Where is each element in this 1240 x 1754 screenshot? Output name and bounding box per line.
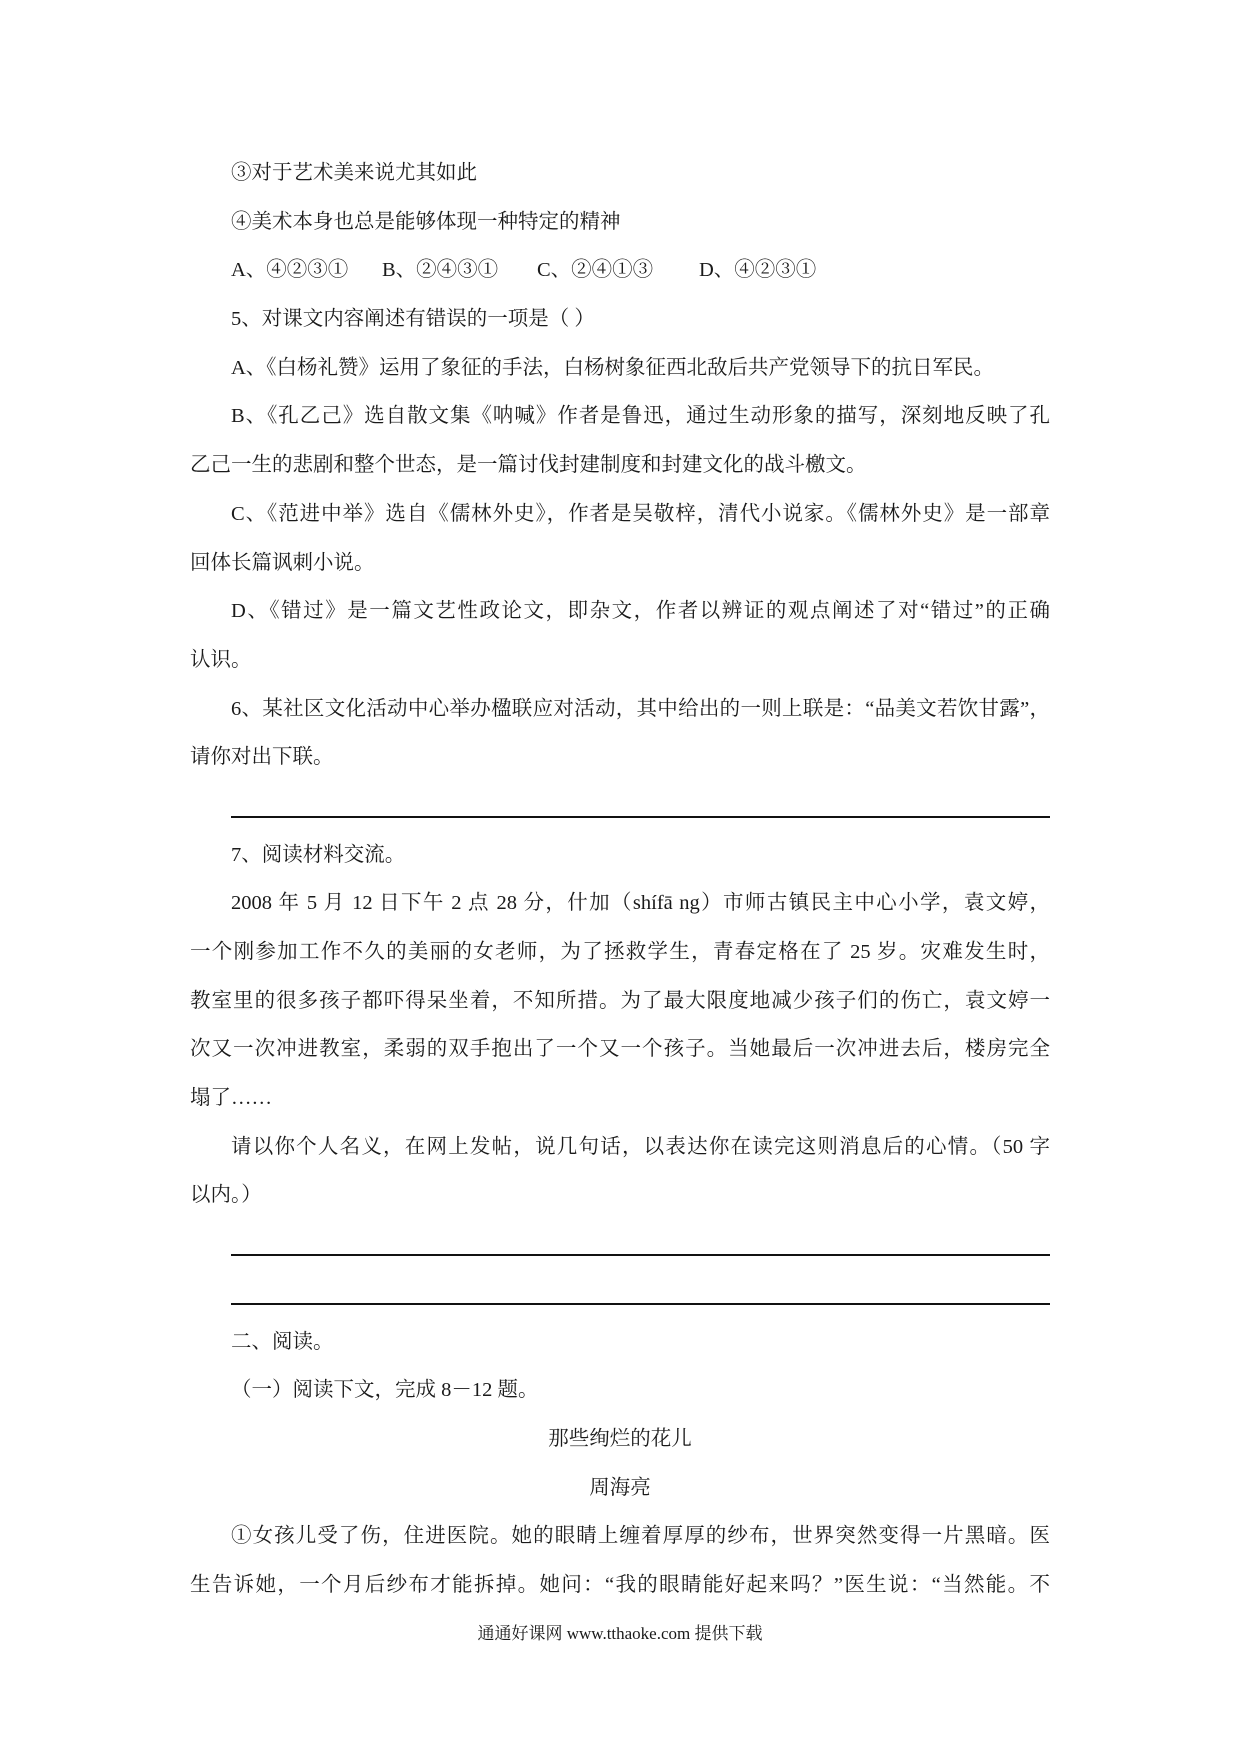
question-5-choice-b-line-1: B、《孔乙己》选自散文集《呐喊》作者是鲁迅，通过生动形象的描写，深刻地反映了孔 (231, 405, 1050, 428)
question-6-line-1: 6、某社区文化活动中心举办楹联应对活动，其中给出的一则上联是：“品美文若饮甘露”， (231, 697, 1050, 720)
question-5-choice-c-line-1: C、《范进中举》选自《儒林外史》，作者是吴敬梓，清代小说家。《儒林外史》是一部章 (231, 502, 1050, 525)
question-7-answer-line-2 (231, 1303, 1050, 1305)
article-title: 那些绚烂的花儿 (548, 1427, 692, 1450)
section-2-heading: 二、阅读。 (231, 1330, 334, 1353)
question-4-options (190, 246, 1050, 295)
question-7-material-line-2: 一个刚参加工作不久的美丽的女老师，为了拯救学生，青春定格在了 25 岁。灾难发生时， (190, 941, 1050, 963)
question-7-answer-line-1 (231, 1254, 1050, 1256)
question-5-choice-d-line-2: 认识。 (190, 648, 252, 671)
question-7-title: 7、阅读材料交流。 (231, 843, 406, 866)
section-2-instruction: （一）阅读下文，完成 8－12 题。 (231, 1379, 539, 1402)
option-d: D、④②③① (699, 259, 817, 282)
question-7-answer-row-2 (190, 1269, 1050, 1318)
article-paragraph-1-line-1: ①女孩儿受了伤，住进医院。她的眼睛上缠着厚厚的纱布，世界突然变得一片黑暗。医 (231, 1525, 1050, 1548)
page-footer: 通通好课网 www.tthaoke.com 提供下载 (477, 1624, 763, 1643)
question-5-choice-b-line-2: 乙己一生的悲剧和整个世态，是一篇讨伐封建制度和封建文化的战斗檄文。 (190, 454, 867, 477)
article-paragraph-1-line-2: 生告诉她，一个月后纱布才能拆掉。她问：“我的眼睛能好起来吗？”医生说：“当然能。不 (190, 1573, 1050, 1596)
question-4-item-4: ④美术本身也总是能够体现一种特定的精神 (231, 210, 621, 233)
question-7-material-line-4: 次又一次冲进教室，柔弱的双手抱出了一个又一个孩子。当她最后一次冲进去后，楼房完全 (190, 1038, 1050, 1061)
question-6-line-2: 请你对出下联。 (190, 746, 334, 769)
question-7-material-line-1: 2008 年 5 月 12 日下午 2 点 28 分，什加（shífā ng）市师古镇民主中心小学，袁文婷， (231, 892, 1050, 915)
question-7-material-line-5: 塌了…… (190, 1087, 272, 1110)
option-c: C、②④①③ (537, 259, 654, 282)
question-7-material-line-3: 教室里的很多孩子都吓得呆坐着，不知所措。为了最大限度地减少孩子们的伤亡，袁文婷一 (190, 989, 1050, 1012)
question-6-answer-row (190, 782, 1050, 831)
question-7-answer-row-1 (190, 1220, 1050, 1269)
question-4-item-3: ③对于艺术美来说尤其如此 (231, 162, 477, 184)
question-7-prompt-line-2: 以内。） (190, 1184, 262, 1207)
question-5-choice-a: A、《白杨礼赞》运用了象征的手法，白杨树象征西北敌后共产党领导下的抗日军民。 (231, 356, 995, 379)
option-b: B、②④③① (382, 259, 499, 282)
question-5-choice-d-line-1: D、《错过》是一篇文艺性政论文，即杂文，作者以辨证的观点阐述了对“错过”的正确 (231, 600, 1050, 623)
question-5-choice-c-line-2: 回体长篇讽刺小说。 (190, 551, 375, 574)
page-content (190, 149, 1050, 1610)
question-7-prompt-line-1: 请以你个人名义，在网上发帖，说几句话，以表达你在读完这则消息后的心情。（50 字 (231, 1135, 1050, 1158)
article-author: 周海亮 (589, 1476, 651, 1499)
question-5-stem: 5、对课文内容阐述有错误的一项是（ ） (231, 308, 595, 331)
option-a: A、④②③① (231, 259, 349, 282)
question-6-answer-line (231, 816, 1050, 818)
